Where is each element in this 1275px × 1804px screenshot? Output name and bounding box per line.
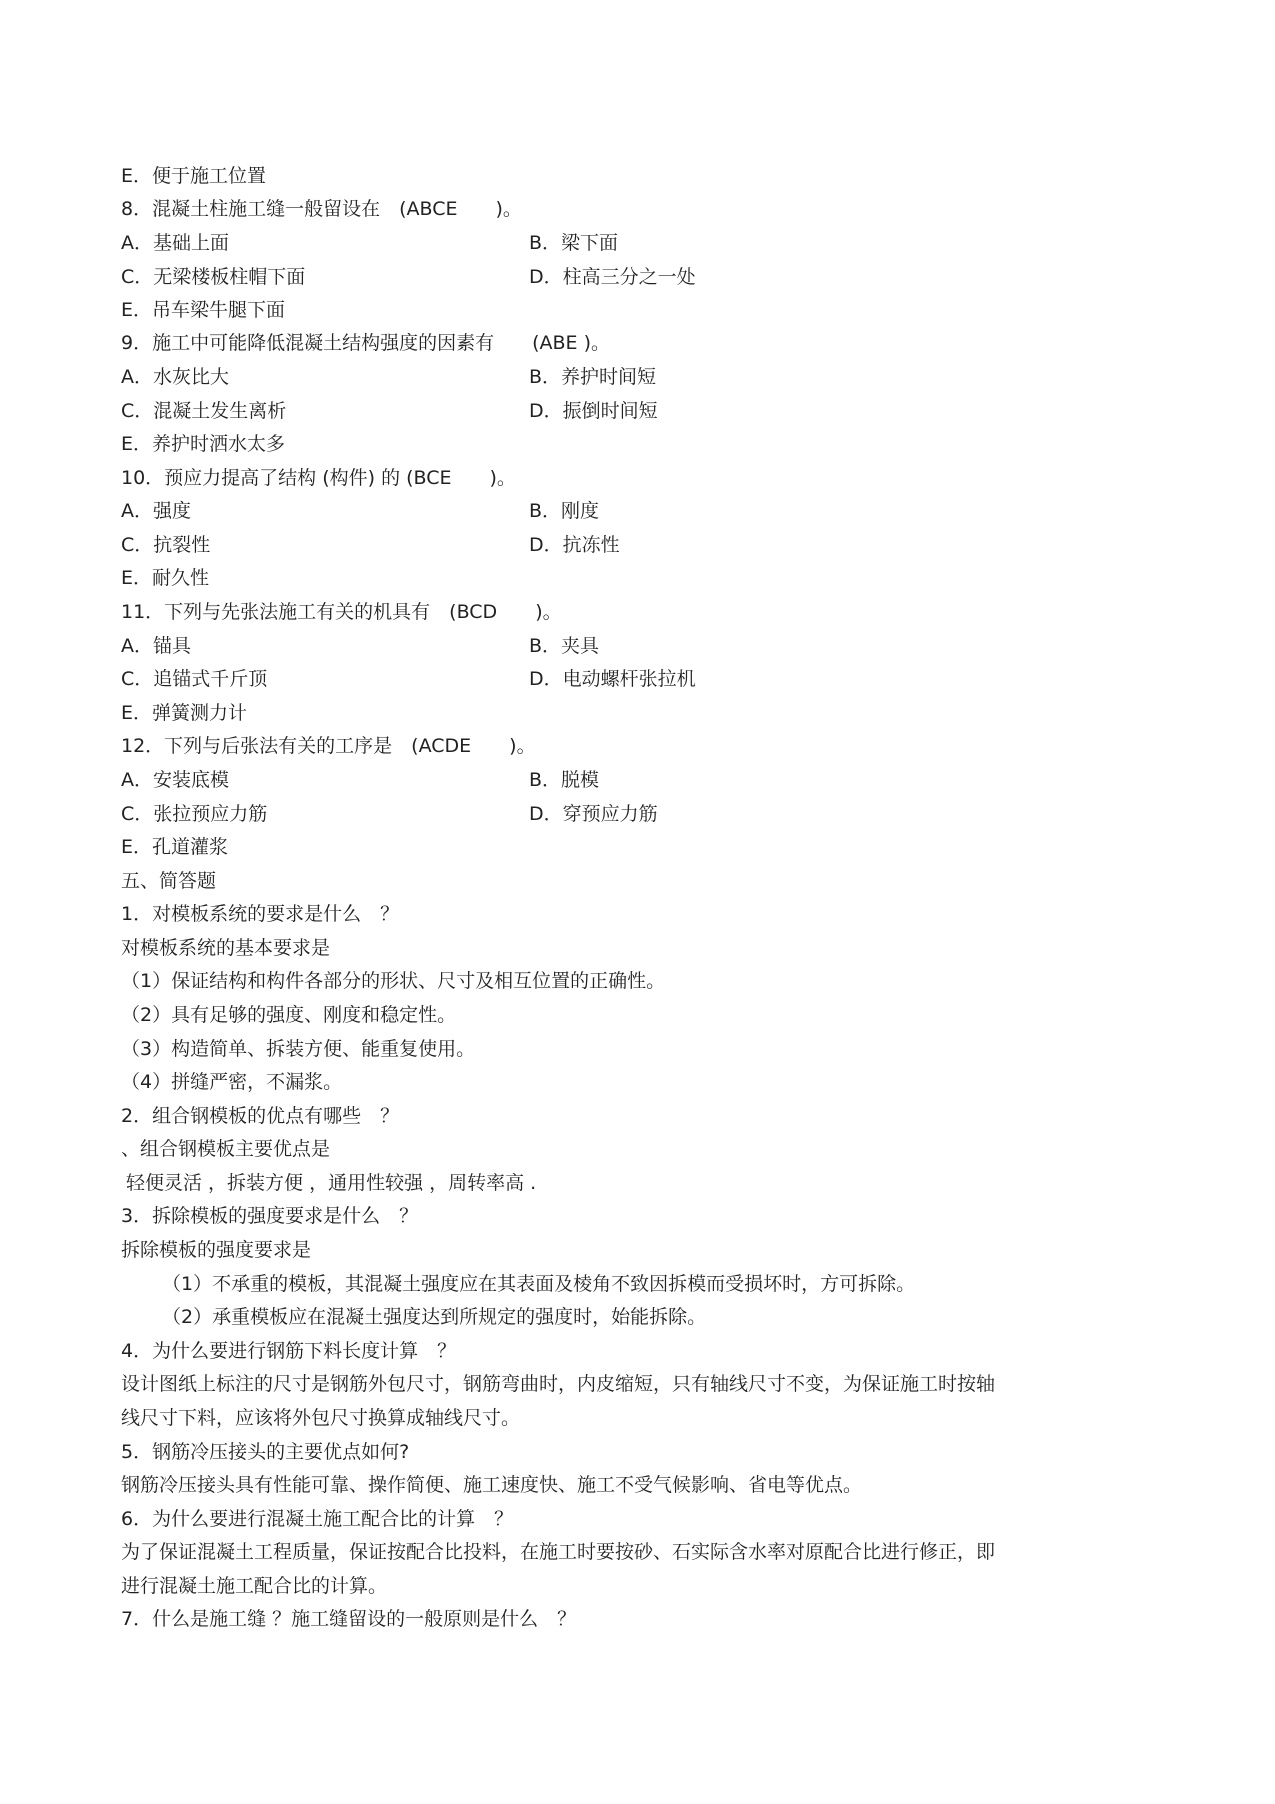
question-9: 9．施工中可能降低混凝土结构强度的因素有 (ABE )。 <box>121 332 610 354</box>
answer-4-line-2: 线尺寸下料，应该将外包尺寸换算成轴线尺寸。 <box>121 1407 521 1429</box>
short-question-5: 5．钢筋冷压接头的主要优点如何? <box>121 1441 410 1463</box>
question-10: 10．预应力提高了结构 (构件) 的 (BCE )。 <box>121 467 516 489</box>
q12-option-e: E．孔道灌浆 <box>121 836 229 858</box>
q8-option-b: B．梁下面 <box>529 232 619 254</box>
q10-option-d: D．抗冻性 <box>529 534 620 556</box>
answer-4-line-1: 设计图纸上标注的尺寸是钢筋外包尺寸，钢筋弯曲时，内皮缩短，只有轴线尺寸不变，为保证施工时按轴 <box>121 1373 996 1395</box>
short-question-7: 7．什么是施工缝 ？施工缝留设的一般原则是什么 ？ <box>121 1608 577 1630</box>
answer-3-item-2: （2）承重模板应在混凝土强度达到所规定的强度时，始能拆除。 <box>162 1306 707 1328</box>
short-question-2: 2．组合钢模板的优点有哪些 ？ <box>121 1105 400 1127</box>
q10-option-e: E．耐久性 <box>121 567 210 589</box>
answer-1-item-3: （3）构造简单、拆装方便、能重复使用。 <box>121 1038 476 1060</box>
answer-5-text: 钢筋冷压接头具有性能可靠、操作简便、施工速度快、施工不受气候影响、省电等优点。 <box>121 1474 863 1496</box>
answer-1-intro: 对模板系统的基本要求是 <box>121 937 331 959</box>
section-heading: 五、简答题 <box>121 870 217 892</box>
answer-1-item-1: （1）保证结构和构件各部分的形状、尺寸及相互位置的正确性。 <box>121 970 666 992</box>
q12-option-b: B．脱模 <box>529 769 600 791</box>
answer-3-intro: 拆除模板的强度要求是 <box>121 1239 312 1261</box>
q9-option-a: A．水灰比大 <box>121 366 229 388</box>
answer-3-item-1: （1）不承重的模板，其混凝土强度应在其表面及棱角不致因拆模而受损坏时，方可拆除。 <box>162 1273 916 1295</box>
q8-option-d: D．柱高三分之一处 <box>529 266 696 288</box>
short-question-4: 4．为什么要进行钢筋下料长度计算 ？ <box>121 1340 457 1362</box>
q12-option-a: A．安装底模 <box>121 769 229 791</box>
q10-option-b: B．刚度 <box>529 500 600 522</box>
answer-2-intro: 、组合钢模板主要优点是 <box>121 1138 331 1160</box>
q12-option-d: D．穿预应力筋 <box>529 803 658 825</box>
q11-option-e: E．弹簧测力计 <box>121 702 248 724</box>
q9-option-b: B．养护时间短 <box>529 366 657 388</box>
answer-2-text: 轻便灵活 ，拆装方便 ，通用性较强 ，周转率高 . <box>126 1172 537 1194</box>
question-12: 12．下列与后张法有关的工序是 (ACDE )。 <box>121 735 536 757</box>
q11-option-c: C．追锚式千斤顶 <box>121 668 268 690</box>
short-question-6: 6．为什么要进行混凝土施工配合比的计算 ？ <box>121 1508 514 1530</box>
q8-option-e: E．吊车梁牛腿下面 <box>121 299 286 321</box>
q12-option-c: C．张拉预应力筋 <box>121 803 268 825</box>
q9-option-e: E．养护时洒水太多 <box>121 433 286 455</box>
question-8: 8．混凝土柱施工缝一般留设在 (ABCE )。 <box>121 198 522 220</box>
q9-option-c: C．混凝土发生离析 <box>121 400 287 422</box>
question-11: 11．下列与先张法施工有关的机具有 (BCD )。 <box>121 601 562 623</box>
short-question-1: 1．对模板系统的要求是什么 ？ <box>121 903 400 925</box>
q11-option-a: A．锚具 <box>121 635 191 657</box>
option-e-text: E．便于施工位置 <box>121 165 267 187</box>
short-question-3: 3．拆除模板的强度要求是什么 ？ <box>121 1205 419 1227</box>
answer-6-line-2: 进行混凝土施工配合比的计算。 <box>121 1575 388 1597</box>
q8-option-a: A．基础上面 <box>121 232 229 254</box>
q11-option-d: D．电动螺杆张拉机 <box>529 668 696 690</box>
answer-6-line-1: 为了保证混凝土工程质量，保证按配合比投料，在施工时要按砂、石实际含水率对原配合比进行修正，即 <box>121 1541 996 1563</box>
answer-1-item-4: （4）拼缝严密，不漏浆。 <box>121 1071 343 1093</box>
answer-1-item-2: （2）具有足够的强度、刚度和稳定性。 <box>121 1004 457 1026</box>
q10-option-c: C．抗裂性 <box>121 534 211 556</box>
q9-option-d: D．振倒时间短 <box>529 400 658 422</box>
q11-option-b: B．夹具 <box>529 635 600 657</box>
q10-option-a: A．强度 <box>121 500 191 522</box>
q8-option-c: C．无梁楼板柱帽下面 <box>121 266 306 288</box>
